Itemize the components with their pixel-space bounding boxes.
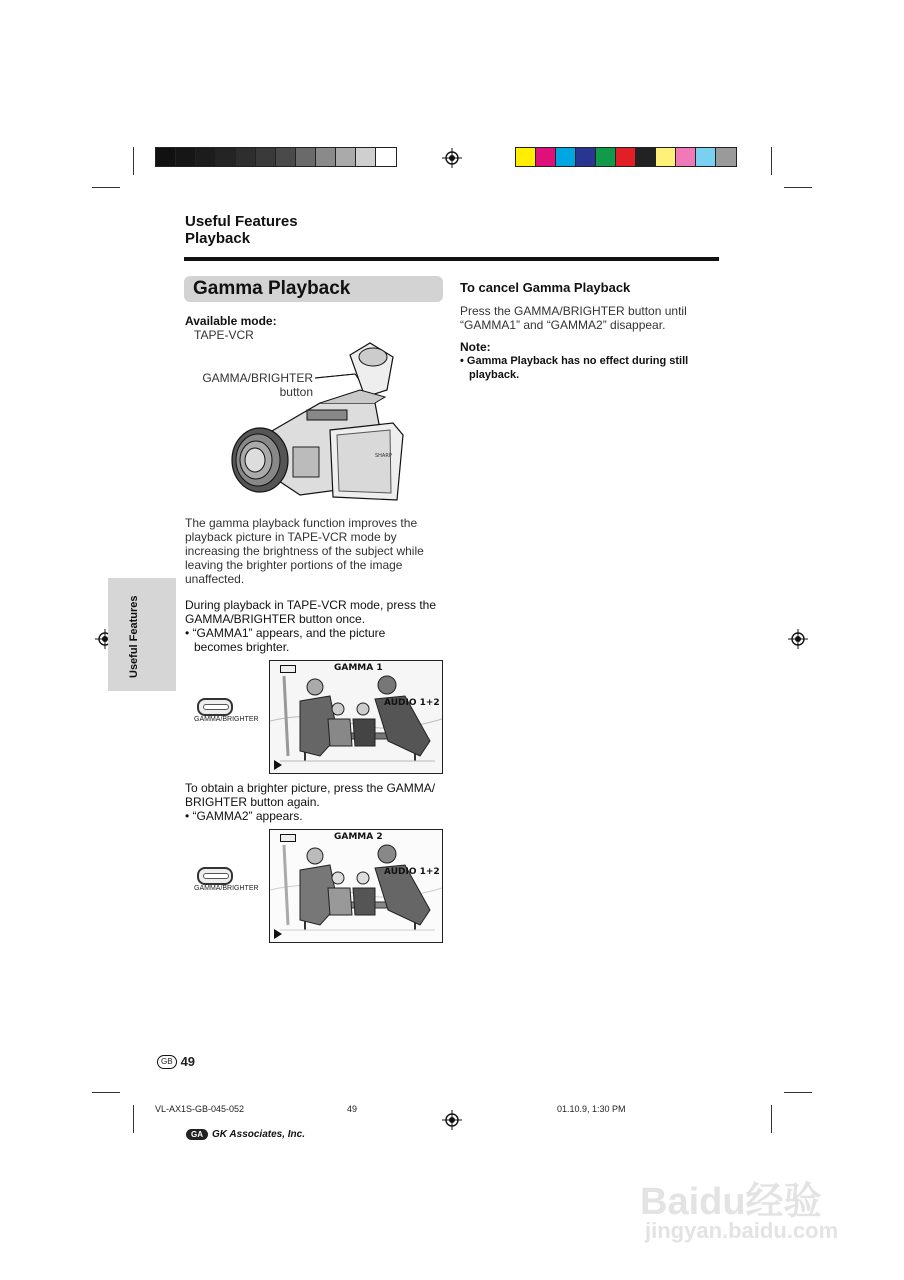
- crop-mark: [133, 147, 134, 175]
- cancel-body-line: Press the GAMMA/BRIGHTER button until: [460, 304, 687, 318]
- park-scene-illustration: [270, 830, 442, 942]
- playback-screen-gamma1: [269, 660, 443, 774]
- color-swatch: [276, 148, 296, 166]
- color-swatch: [176, 148, 196, 166]
- registration-mark-icon: [788, 629, 808, 649]
- gamma-playback-title-bar: [184, 276, 443, 302]
- available-mode-label: Available mode:: [185, 314, 277, 328]
- section-header-line2: Playback: [185, 230, 251, 247]
- osd-gamma-indicator: GAMMA 1: [334, 663, 383, 673]
- osd-gamma-indicator: GAMMA 2: [334, 832, 383, 842]
- section-header: [185, 213, 298, 247]
- color-swatch: [516, 148, 536, 166]
- step2-line: To obtain a brighter picture, press the GAMMA/: [185, 781, 436, 795]
- cancel-body-line: “GAMMA1” and “GAMMA2” disappear.: [460, 318, 666, 332]
- step-2: [185, 781, 435, 823]
- company-credit: [186, 1129, 305, 1140]
- intro-line: unaffected.: [185, 572, 245, 586]
- step1-line: During playback in TAPE-VCR mode, press the: [185, 598, 436, 612]
- color-swatch: [596, 148, 616, 166]
- company-name: GK Associates, Inc.: [212, 1129, 305, 1140]
- color-swatch: [536, 148, 556, 166]
- color-swatch: [156, 148, 176, 166]
- header-rule: [184, 257, 719, 261]
- footer-date: 01.10.9, 1:30 PM: [557, 1104, 626, 1114]
- watermark-brand: Baidu经验: [640, 1181, 822, 1223]
- color-swatch: [656, 148, 676, 166]
- note-line: • Gamma Playback has no effect during still: [460, 355, 689, 367]
- color-swatch: [376, 148, 396, 166]
- available-mode-value: TAPE-VCR: [194, 328, 254, 342]
- color-swatch: [356, 148, 376, 166]
- color-swatch: [716, 148, 736, 166]
- footer-file-id: VL-AX1S-GB-045-052: [155, 1104, 245, 1114]
- cancel-section-body: [460, 304, 687, 332]
- crop-mark: [92, 1092, 120, 1093]
- section-header-line1: Useful Features: [185, 213, 298, 230]
- intro-line: increasing the brightness of the subject while: [185, 544, 424, 558]
- side-tab: [108, 578, 176, 691]
- gamma-playback-title: Gamma Playback: [193, 278, 351, 299]
- gamma-brighter-button[interactable]: [197, 867, 233, 885]
- gray-color-bar: [155, 147, 397, 167]
- gamma-brighter-button-label: GAMMA/BRIGHTER: [194, 885, 259, 892]
- cancel-section-title: To cancel Gamma Playback: [460, 280, 631, 295]
- camcorder-icon: [225, 335, 410, 510]
- note-line: playback.: [469, 369, 520, 381]
- play-icon: [274, 929, 282, 939]
- intro-paragraph: [185, 516, 424, 586]
- color-swatch: [616, 148, 636, 166]
- registration-mark-icon: [442, 1110, 462, 1130]
- playback-screen-gamma2: [269, 829, 443, 943]
- osd-audio-indicator: AUDIO 1+2: [384, 867, 440, 877]
- color-swatch: [636, 148, 656, 166]
- page-number: [157, 1054, 195, 1069]
- crop-mark: [92, 187, 120, 188]
- intro-line: leaving the brighter portions of the image: [185, 558, 403, 572]
- color-swatch: [316, 148, 336, 166]
- battery-icon: [280, 834, 296, 842]
- color-swatch: [256, 148, 276, 166]
- battery-icon: [280, 665, 296, 673]
- step2-bullet: • “GAMMA2” appears.: [185, 809, 303, 823]
- intro-line: The gamma playback function improves the: [185, 516, 418, 530]
- color-swatch: [556, 148, 576, 166]
- color-swatch: [216, 148, 236, 166]
- color-swatch: [196, 148, 216, 166]
- crop-mark: [784, 1092, 812, 1093]
- color-swatch: [696, 148, 716, 166]
- color-swatch: [336, 148, 356, 166]
- page-number-value: 49: [180, 1054, 196, 1069]
- gamma-brighter-button-label: GAMMA/BRIGHTER: [194, 716, 259, 723]
- step1-line: GAMMA/BRIGHTER button once.: [185, 612, 366, 626]
- osd-audio-indicator: AUDIO 1+2: [384, 698, 440, 708]
- color-swatch: [676, 148, 696, 166]
- step-1: [185, 598, 436, 654]
- callout-line2: button: [279, 385, 313, 399]
- note: [460, 340, 688, 382]
- region-badge: GB: [157, 1055, 177, 1069]
- crop-mark: [771, 1105, 772, 1133]
- callout-line1: GAMMA/BRIGHTER: [202, 371, 313, 385]
- color-swatch: [576, 148, 596, 166]
- color-swatch: [296, 148, 316, 166]
- color-swatch: [236, 148, 256, 166]
- step1-bullet-line: becomes brighter.: [194, 640, 290, 654]
- crop-mark: [784, 187, 812, 188]
- footer-page: 49: [347, 1104, 358, 1114]
- svg-text:SHARP: SHARP: [375, 453, 392, 459]
- step2-line: BRIGHTER button again.: [185, 795, 320, 809]
- play-icon: [274, 760, 282, 770]
- gamma-brighter-button[interactable]: [197, 698, 233, 716]
- intro-line: playback picture in TAPE-VCR mode by: [185, 530, 397, 544]
- watermark-url: jingyan.baidu.com: [645, 1218, 839, 1243]
- crop-mark: [771, 147, 772, 175]
- step1-bullet-line: • “GAMMA1” appears, and the picture: [185, 626, 386, 640]
- company-logo-icon: GA: [186, 1129, 208, 1140]
- crop-mark: [133, 1105, 134, 1133]
- side-tab-label: Useful Features: [128, 595, 140, 678]
- color-bar: [515, 147, 737, 167]
- note-label: Note:: [460, 340, 491, 354]
- park-scene-illustration: [270, 661, 442, 773]
- registration-mark-icon: [442, 148, 462, 168]
